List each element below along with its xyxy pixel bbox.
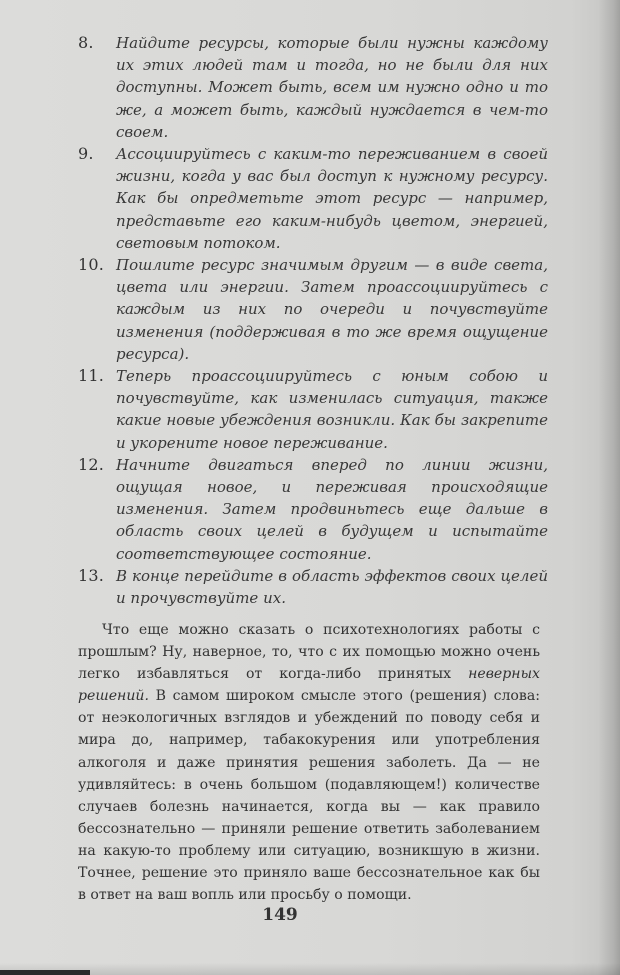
- list-item: [78, 254, 548, 365]
- list-item-text: Ассоциируйтесь с каким-то переживанием в своей жизни, когда у вас был доступ к нужному ресурсу. Как бы опредметьте этот ресурс — например, представьте его каким-нибудь цветом, энергией, световым потоком.: [116, 145, 548, 252]
- scan-edge-mark: [0, 970, 90, 975]
- paragraph-emphasis: неверных решений.: [78, 666, 540, 705]
- list-item-text: Теперь проассоциируйтесь с юным собою и почувствуйте, как изменилась ситуация, также какие новые убеждения возникли. Как бы закрепите и укорените новое переживание.: [116, 367, 548, 452]
- paragraph-text-end: В самом широком смысле этого (решения) слова: от неэкологичных взглядов и убеждений по поводу себя и мира до, например, табакокурения или употребления алкоголя и даже принятия решения заболеть. Да — не удивляйтесь: в очень большом (подавляющем!) количестве случаев болезнь начинается, когда вы — как правило бессознательно — приняли решение ответить заболеванием на какую-то проблему или ситуацию, возникшую в жизни. Точнее, решение это приняло ваше бессознательное как бы в ответ на ваш вопль или просьбу о помощи.: [78, 688, 540, 904]
- list-item: [78, 365, 548, 454]
- list-item: [78, 143, 548, 254]
- list-item: [78, 565, 548, 609]
- list-item-text: Найдите ресурсы, которые были нужны каждому их этих людей там и тогда, но не были для них доступны. Может быть, всем им нужно одно и то же, а может быть, каждый нуждается в чем-то своем.: [116, 34, 548, 141]
- list-item: [78, 32, 548, 143]
- numbered-instructions-list: [78, 32, 548, 609]
- page-number: 149: [262, 905, 298, 925]
- page-edge-shadow: [598, 0, 620, 975]
- list-item-number: 13.: [78, 565, 105, 585]
- list-item-number: 11.: [78, 366, 105, 386]
- list-item-number: 12.: [78, 454, 105, 474]
- page-bottom-shadow: [0, 963, 620, 975]
- list-item-number: 8.: [78, 33, 94, 52]
- list-item-text: Начните двигаться вперед по линии жизни, ощущая новое, и переживая происходящие изменения. Затем продвиньтесь еще дальше в область своих целей в будущем и испытайте соответствующее состояние.: [116, 455, 548, 563]
- list-item-text: Пошлите ресурс значимым другим — в виде света, цвета или энергии. Затем проассоциируйтесь с каждым из них по очереди и почувствуйте изменения (поддерживая в то же время ощущение ресурса).: [116, 256, 548, 363]
- list-item-number: 9.: [78, 144, 94, 164]
- list-item-text: В конце перейдите в область эффектов своих целей и прочувствуйте их.: [116, 566, 548, 608]
- paragraph-text-start: Что еще можно сказать о психотехнологиях работы с прошлым? Ну, наверное, то, что с их помощью можно очень легко избавляться от когда-либо принятых: [78, 622, 540, 683]
- list-item: [78, 454, 548, 565]
- body-paragraph: [78, 619, 540, 906]
- list-item-number: 10.: [78, 255, 105, 275]
